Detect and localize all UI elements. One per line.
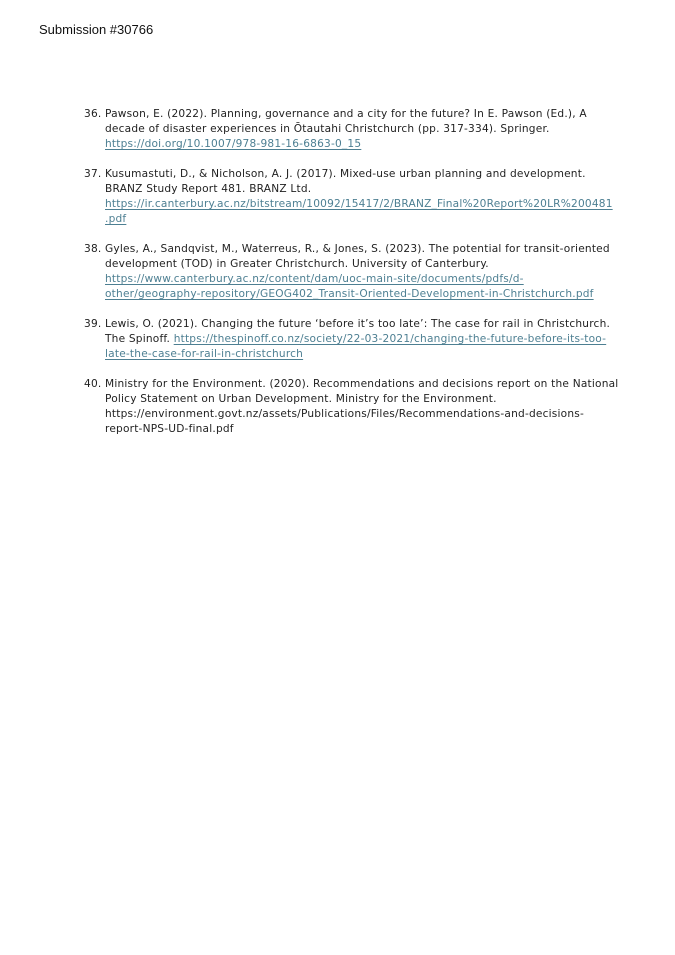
- reference-plain-url-continued: report-NPS-UD-final.pdf: [105, 423, 234, 435]
- reference-line: Ministry for the Environment. (2020). Recommendations and decisions report on the National: [105, 378, 619, 390]
- reference-item-40: [84, 377, 619, 437]
- reference-number: 36.: [84, 108, 102, 120]
- reference-text: [105, 107, 612, 152]
- reference-number: 40.: [84, 378, 102, 390]
- reference-url-link[interactable]: https://thespinoff.co.nz/society/22-03-2021/changing-the-future-before-its-too-: [173, 333, 607, 345]
- reference-source-label: The Spinoff.: [105, 333, 174, 345]
- reference-number: 39.: [84, 318, 102, 330]
- reference-line: Pawson, E. (2022). Planning, governance and a city for the future? In E. Pawson (Ed.), A: [105, 108, 587, 120]
- reference-line: Kusumastuti, D., & Nicholson, A. J. (2017). Mixed-use urban planning and development.: [105, 168, 586, 180]
- reference-url-link-continued[interactable]: other/geography-repository/GEOG402_Transit-Oriented-Development-in-Christchurch.pdf: [105, 288, 594, 300]
- reference-text: [105, 242, 612, 302]
- reference-line: BRANZ Study Report 481. BRANZ Ltd.: [105, 183, 312, 195]
- reference-list: [84, 107, 619, 452]
- reference-line: development (TOD) in Greater Christchurch. University of Canterbury.: [105, 258, 489, 270]
- reference-url-link[interactable]: https://www.canterbury.ac.nz/content/dam/uoc-main-site/documents/pdfs/d-: [105, 273, 524, 285]
- reference-url-link[interactable]: https://ir.canterbury.ac.nz/bitstream/10092/15417/2/BRANZ_Final%20Report%20LR%200481: [105, 198, 613, 210]
- reference-item-37: [84, 167, 612, 227]
- reference-text: [105, 377, 619, 437]
- reference-line: Gyles, A., Sandqvist, M., Waterreus, R., & Jones, S. (2023). The potential for transit-oriented: [105, 243, 610, 255]
- reference-item-39: [84, 317, 612, 362]
- submission-header: Submission #30766: [39, 22, 154, 37]
- reference-url-link-continued[interactable]: late-the-case-for-rail-in-christchurch: [105, 348, 304, 360]
- reference-line: Lewis, O. (2021). Changing the future ‘before it’s too late’: The case for rail in Christchurch.: [105, 318, 611, 330]
- reference-line: decade of disaster experiences in Ōtautahi Christchurch (pp. 317-334). Springer.: [105, 123, 550, 135]
- reference-text: [105, 167, 612, 227]
- reference-line-with-link: [105, 332, 612, 347]
- reference-line: Policy Statement on Urban Development. Ministry for the Environment.: [105, 393, 497, 405]
- reference-doi-link[interactable]: https://doi.org/10.1007/978-981-16-6863-0_15: [105, 138, 362, 150]
- reference-text: [105, 317, 612, 362]
- reference-url-link-continued[interactable]: .pdf: [105, 213, 127, 225]
- reference-item-38: [84, 242, 612, 302]
- reference-number: 38.: [84, 243, 102, 255]
- reference-plain-url: https://environment.govt.nz/assets/Publications/Files/Recommendations-and-decisions-: [105, 408, 584, 420]
- reference-item-36: [84, 107, 612, 152]
- reference-number: 37.: [84, 168, 102, 180]
